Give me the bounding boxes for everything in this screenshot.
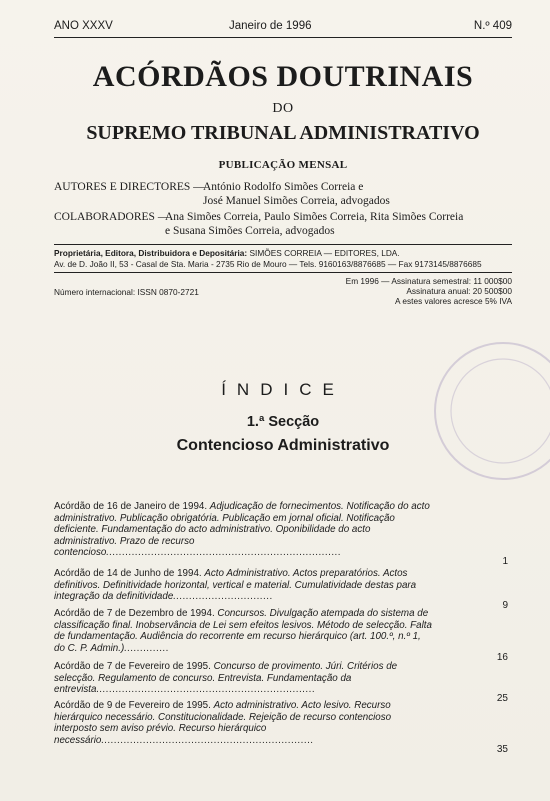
header-rule [54,37,512,38]
index-entry[interactable]: Acórdão de 16 de Janeiro de 1994. Adjudicação de fornecimentos. Notificação do acto administrativo. Publicação obrigatória. Publicação em jornal oficial. Notificação deficiente. Fundamentação do acto administrativo. Oponibilidade do acto administrativo. Prazo de recurso contencioso......................................................................... 1 [54,501,508,568]
entry-page: 1 [502,556,508,568]
entry-page: 25 [496,693,508,705]
authors-line-2: José Manuel Simões Correia, advogados [203,195,390,207]
journal-subtitle: SUPREMO TRIBUNAL ADMINISTRATIVO [86,122,480,144]
volume-label: ANO XXXV [54,20,113,32]
section-number: 1.ª Secção [246,414,320,430]
entry-lead: Acórdão de 7 de Fevereiro de 1995. [54,661,211,672]
library-seal-stamp [428,336,550,486]
issn-number: Número internacional: ISSN 0870-2721 [54,287,199,297]
entry-lead: Acórdão de 14 de Junho de 1994. [54,568,202,579]
publication-frequency: PUBLICAÇÃO MENSAL [218,159,348,171]
index-heading: ÍNDICE [221,380,345,399]
publisher-name: SIMÕES CORREIA — EDITORES, LDA. [249,248,400,258]
entry-body: Adjudicação de fornecimentos. Notificação do acto administrativo. Publicação obrigatória. Publicação em jornal oficial. Notificação deficiente. Fundamentação do acto administrativo. Oponibilidade do acto administrativo. Prazo de recurso contencioso. [54,501,430,559]
entry-body: Concurso de provimento. Júri. Critérios de selecção. Regulamento de concurso. Entrevista. Fundamentação da entrevista. [54,661,398,696]
entry-page: 35 [496,743,508,755]
index-entry[interactable]: Acórdão de 9 de Fevereiro de 1995. Acto administrativo. Acto lesivo. Recurso hierárquico necessário. Constitucionalidade. Rejeição de recurso contencioso interposto sem aviso prévio. Recurso hierárquico necessário.................................................................. 35 [54,700,508,755]
entry-body: Concursos. Divulgação atempada do sistema de classificação final. Inobservância de Lei sem efeitos lesivos. Método de selecção. Falta de fundamentação. Audiência do recorrente em recurso hierárquico (art. 100.º, n.º 1, do C. P. Admin.). [54,608,432,654]
vat-note: A estes valores acresce 5% IVA [395,296,512,306]
authors-label: AUTORES E DIRECTORES — [54,181,205,193]
collaborators-line-2: e Susana Simões Correia, advogados [165,225,335,237]
entry-lead: Acórdão de 16 de Janeiro de 1994. [54,501,208,512]
entry-body: Acto administrativo. Acto lesivo. Recurso hierárquico necessário. Constitucionalidade. Rejeição de recurso contencioso interposto sem aviso prévio. Recurso hierárquico necessário. [54,700,392,746]
publisher-address: Av. de D. João II, 53 - Casal de Sta. Maria - 2735 Rio de Mouro — Tels. 9160163/8876685 — Fax 9173145/8876685 [54,259,482,269]
issue-date: Janeiro de 1996 [229,20,312,32]
entry-lead: Acórdão de 7 de Dezembro de 1994. [54,608,215,619]
entry-lead: Acórdão de 9 de Fevereiro de 1995. [54,700,211,711]
publisher-rule-top [54,244,512,245]
semester-price: Em 1996 — Assinatura semestral: 11 000$00 [345,276,512,286]
entry-page: 9 [502,600,508,612]
entry-page: 16 [496,651,508,663]
collaborators-label: COLABORADORES — [54,211,170,223]
publisher-rule-bottom [54,272,512,273]
issue-header [54,18,512,36]
issue-number: N.º 409 [473,20,512,32]
authors-line-1: António Rodolfo Simões Correia e [203,181,364,193]
title-connector: DO [272,101,294,116]
entry-body: Acto Administrativo. Actos preparatórios. Actos definitivos. Definitividade horizontal, vertical e material. Cumulatividade destas para integração da definitividade. [54,568,417,603]
publisher-block [54,248,514,270]
index-entry[interactable]: Acórdão de 7 de Dezembro de 1994. Concursos. Divulgação atempada do sistema de classificação final. Inobservância de Lei sem efeitos lesivos. Método de selecção. Falta de fundamentação. Audiência do recorrente em recurso hierárquico (art. 100.º, n.º 1, do C. P. Admin.).............. 16 [54,608,508,663]
journal-title: ACÓRDÃOS DOUTRINAIS [92,60,474,93]
collaborators-line-1: Ana Simões Correia, Paulo Simões Correia, Rita Simões Correia [165,211,464,223]
annual-price: Assinatura anual: 20 500$00 [406,286,512,296]
index-entry[interactable]: Acórdão de 7 de Fevereiro de 1995. Concurso de provimento. Júri. Critérios de selecção. Regulamento de concurso. Entrevista. Fundamentação da entrevista.................................................................... 25 [54,661,508,705]
section-title: Contencioso Administrativo [176,437,390,454]
publisher-label: Proprietária, Editora, Distribuidora e Depositária: [54,248,248,258]
index-entry[interactable]: Acórdão de 14 de Junho de 1994. Acto Administrativo. Actos preparatórios. Actos definitivos. Definitividade horizontal, vertical e material. Cumulatividade destas para integração da definitividade............................... 9 [54,568,508,612]
